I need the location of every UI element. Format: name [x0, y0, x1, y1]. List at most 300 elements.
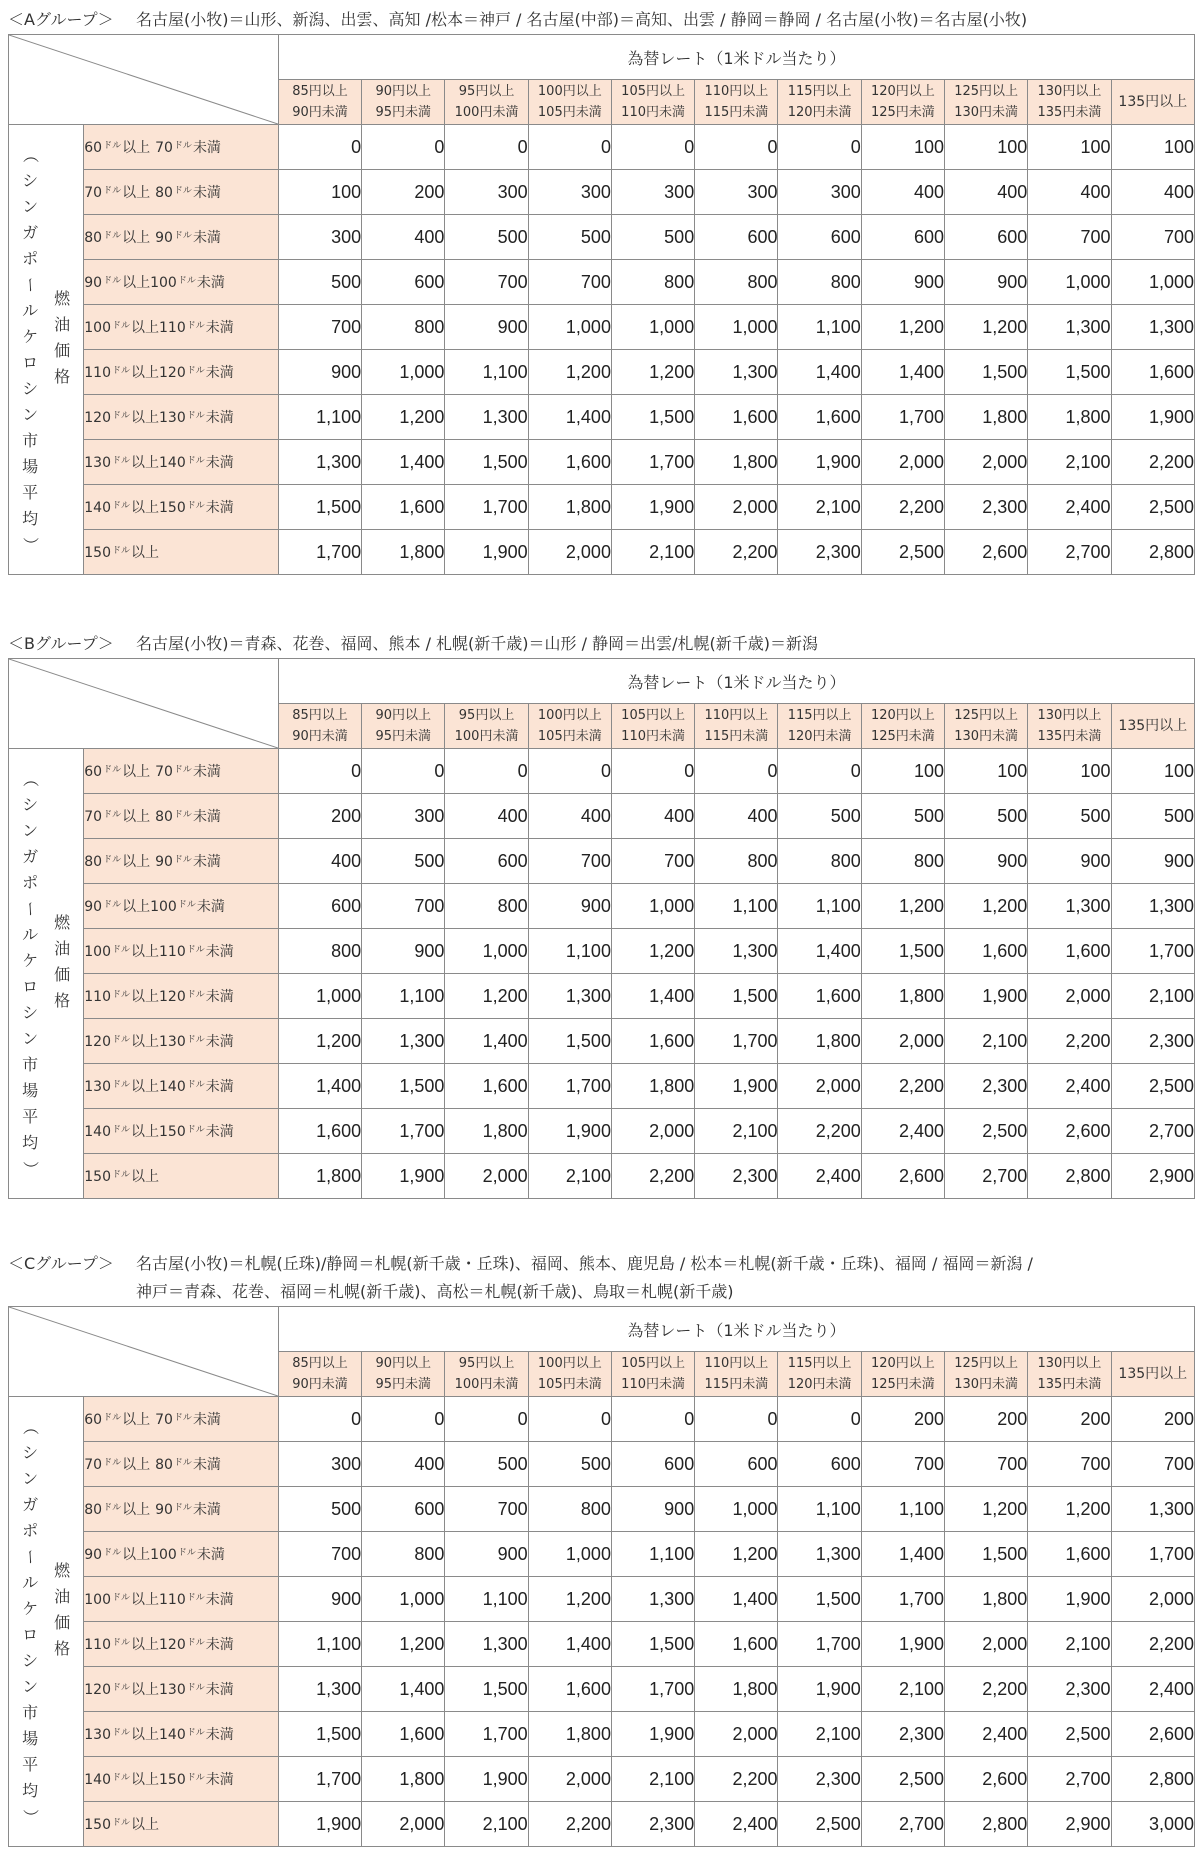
surcharge-value: 1,400	[445, 1019, 528, 1064]
dollar-unit: ドル	[186, 456, 205, 466]
surcharge-value: 0	[528, 749, 611, 794]
surcharge-value: 1,200	[861, 305, 944, 350]
surcharge-value: 1,200	[695, 1532, 778, 1577]
group-b-section	[8, 630, 1195, 1199]
surcharge-value: 100	[1111, 125, 1194, 170]
range-suffix: 未満	[192, 1502, 221, 1518]
dollar-unit: ドル	[186, 1683, 205, 1693]
rate-header-line: 115円以上	[787, 708, 852, 723]
surcharge-value: 1,800	[695, 440, 778, 485]
surcharge-value: 1,600	[611, 1019, 694, 1064]
surcharge-value: 2,100	[445, 1802, 528, 1847]
surcharge-value: 2,400	[1028, 1064, 1111, 1109]
vertical-label-outer	[21, 1414, 41, 1830]
surcharge-table	[8, 34, 1195, 575]
surcharge-value: 300	[611, 170, 694, 215]
rate-header-cell	[445, 1352, 528, 1397]
surcharge-value: 2,400	[1028, 485, 1111, 530]
surcharge-value: 600	[778, 215, 861, 260]
table-row	[9, 1397, 1195, 1442]
dollar-unit: ドル	[186, 990, 205, 1000]
dollar-unit: ドル	[103, 276, 122, 286]
surcharge-value: 0	[445, 125, 528, 170]
table-row	[9, 1757, 1195, 1802]
range-suffix: 未満	[192, 1412, 221, 1428]
rate-header-line: 105円以上	[621, 708, 685, 723]
surcharge-value: 1,200	[362, 1622, 445, 1667]
rate-header-cell	[945, 1352, 1028, 1397]
surcharge-value: 400	[695, 794, 778, 839]
surcharge-value: 1,600	[528, 440, 611, 485]
surcharge-value: 600	[611, 1442, 694, 1487]
fuel-price-side-label	[9, 1397, 84, 1847]
rate-header-line: 110円未満	[621, 729, 685, 744]
surcharge-value: 2,200	[695, 1757, 778, 1802]
vertical-char: 均	[22, 508, 39, 528]
rate-header-line: 95円未満	[375, 1377, 432, 1392]
rate-header-line: 95円以上	[458, 708, 515, 723]
table-row	[9, 1622, 1195, 1667]
rate-header-line: 100円未満	[454, 1377, 519, 1392]
range-low: 130	[84, 1727, 111, 1743]
surcharge-value: 1,800	[362, 530, 445, 575]
vertical-char: ガ	[22, 1494, 39, 1514]
table-row	[9, 1712, 1195, 1757]
rate-header-line: 85円以上	[292, 84, 348, 99]
fuel-price-range-label	[84, 1397, 279, 1442]
fuel-price-range-label	[84, 1109, 279, 1154]
surcharge-value: 600	[861, 215, 944, 260]
rate-header-cell	[611, 80, 694, 125]
surcharge-value: 1,800	[778, 1019, 861, 1064]
fuel-price-range-label	[84, 440, 279, 485]
surcharge-value: 1,100	[861, 1487, 944, 1532]
vertical-char: 市	[22, 1702, 39, 1722]
vertical-char: ポ	[22, 872, 39, 892]
surcharge-value: 2,700	[861, 1802, 944, 1847]
dollar-unit: ドル	[103, 855, 122, 865]
surcharge-value: 1,900	[1111, 395, 1194, 440]
surcharge-value: 1,800	[611, 1064, 694, 1109]
surcharge-value: 700	[1028, 215, 1111, 260]
vertical-char: シ	[22, 378, 39, 398]
surcharge-value: 1,200	[861, 884, 944, 929]
surcharge-value: 400	[278, 839, 361, 884]
rate-header-cell	[1028, 80, 1111, 125]
surcharge-value: 500	[945, 794, 1028, 839]
surcharge-value: 1,300	[1111, 1487, 1194, 1532]
vertical-char: 油	[54, 314, 71, 334]
surcharge-value: 2,500	[861, 530, 944, 575]
rate-header-cell	[362, 1352, 445, 1397]
diagonal-line	[9, 1307, 278, 1396]
fuel-price-range-label	[84, 530, 279, 575]
range-suffix: 未満	[205, 989, 234, 1005]
rate-header-line: 120円未満	[787, 1377, 852, 1392]
surcharge-value: 2,200	[1111, 1622, 1194, 1667]
vertical-char: ン	[22, 404, 39, 424]
range-suffix: 未満	[196, 275, 225, 291]
surcharge-value: 900	[1028, 839, 1111, 884]
group-heading	[8, 6, 1195, 34]
surcharge-value: 2,200	[1111, 440, 1194, 485]
surcharge-value: 1,600	[1028, 929, 1111, 974]
table-row	[9, 125, 1195, 170]
rate-header-line: 100円未満	[454, 729, 519, 744]
rate-header-line: 115円未満	[704, 105, 769, 120]
vertical-char: ン	[22, 196, 39, 216]
surcharge-value: 500	[445, 1442, 528, 1487]
vertical-char: （	[21, 770, 41, 787]
vertical-char: ー	[21, 276, 41, 293]
group-tag: ＜Cグループ＞	[8, 1254, 114, 1273]
fuel-price-range-label	[84, 794, 279, 839]
group-description: 名古屋(小牧)＝山形、新潟、出雲、高知 /松本＝神戸 / 名古屋(中部)＝高知、出雲 / 静岡＝静岡 / 名古屋(小牧)＝名古屋(小牧)	[136, 10, 1028, 29]
dollar-unit: ドル	[186, 1035, 205, 1045]
vertical-char: 燃	[54, 1560, 71, 1580]
range-text: 以上	[131, 545, 159, 561]
surcharge-value: 1,300	[445, 395, 528, 440]
surcharge-value: 200	[278, 794, 361, 839]
range-suffix: 未満	[205, 365, 234, 381]
range-suffix: 未満	[205, 944, 234, 960]
surcharge-value: 100	[1028, 125, 1111, 170]
rate-header-cell	[528, 704, 611, 749]
rate-header-line: 90円以上	[375, 84, 432, 99]
surcharge-value: 1,800	[1028, 395, 1111, 440]
surcharge-value: 900	[945, 839, 1028, 884]
dollar-unit: ドル	[111, 366, 130, 376]
dollar-unit: ドル	[103, 1413, 122, 1423]
surcharge-value: 500	[1111, 794, 1194, 839]
range-suffix: 未満	[192, 1457, 221, 1473]
surcharge-value: 2,300	[611, 1802, 694, 1847]
range-suffix: 未満	[205, 1682, 234, 1698]
surcharge-value: 0	[445, 749, 528, 794]
surcharge-value: 2,200	[1028, 1019, 1111, 1064]
surcharge-value: 400	[1028, 170, 1111, 215]
rate-header-line: 90円以上	[375, 1356, 432, 1371]
rate-header-cell	[278, 80, 361, 125]
vertical-char: ー	[21, 900, 41, 917]
surcharge-value: 1,500	[611, 395, 694, 440]
surcharge-value: 1,500	[945, 1532, 1028, 1577]
rate-header-cell	[861, 704, 944, 749]
surcharge-value: 500	[611, 215, 694, 260]
surcharge-value: 1,100	[445, 1577, 528, 1622]
table-row	[9, 350, 1195, 395]
fuel-price-range-label	[84, 305, 279, 350]
surcharge-value: 1,700	[695, 1019, 778, 1064]
surcharge-value: 300	[445, 170, 528, 215]
range-text: 以上150	[131, 500, 186, 516]
dollar-unit: ドル	[111, 1773, 130, 1783]
surcharge-value: 500	[861, 794, 944, 839]
rate-header-line: 90円未満	[292, 105, 348, 120]
surcharge-value: 2,000	[945, 1622, 1028, 1667]
surcharge-value: 500	[528, 215, 611, 260]
surcharge-value: 0	[278, 1397, 361, 1442]
surcharge-value: 1,900	[611, 485, 694, 530]
rate-header-line: 100円未満	[454, 105, 519, 120]
vertical-char: 油	[54, 1586, 71, 1606]
surcharge-value: 2,400	[861, 1109, 944, 1154]
surcharge-value: 200	[362, 170, 445, 215]
surcharge-value: 2,000	[1111, 1577, 1194, 1622]
surcharge-value: 1,900	[695, 1064, 778, 1109]
dollar-unit: ドル	[186, 1593, 205, 1603]
surcharge-value: 700	[445, 260, 528, 305]
fuel-price-range-label	[84, 1577, 279, 1622]
surcharge-value: 700	[278, 305, 361, 350]
vertical-char: 市	[22, 1054, 39, 1074]
range-low: 130	[84, 455, 111, 471]
surcharge-value: 100	[861, 125, 944, 170]
rate-header-cell	[445, 704, 528, 749]
dollar-unit: ドル	[173, 1458, 192, 1468]
surcharge-value: 1,000	[611, 305, 694, 350]
rate-header-line: 85円以上	[292, 1356, 348, 1371]
rate-header-line: 105円未満	[537, 105, 602, 120]
surcharge-value: 800	[695, 839, 778, 884]
fuel-price-range-label	[84, 1487, 279, 1532]
fuel-price-range-label	[84, 1802, 279, 1847]
surcharge-value: 500	[1028, 794, 1111, 839]
surcharge-value: 400	[445, 794, 528, 839]
rate-header-line: 135円以上	[1118, 1365, 1188, 1382]
surcharge-value: 1,600	[528, 1667, 611, 1712]
range-low: 110	[84, 989, 111, 1005]
surcharge-value: 2,900	[1111, 1154, 1194, 1199]
surcharge-value: 1,200	[945, 305, 1028, 350]
vertical-char: 均	[22, 1132, 39, 1152]
surcharge-value: 2,100	[1028, 1622, 1111, 1667]
rate-header-line: 95円以上	[458, 84, 515, 99]
surcharge-value: 2,500	[1111, 1064, 1194, 1109]
range-suffix: 未満	[205, 1034, 234, 1050]
fuel-price-range-label	[84, 350, 279, 395]
fuel-price-range-label	[84, 485, 279, 530]
surcharge-value: 0	[778, 1397, 861, 1442]
surcharge-value: 1,600	[695, 395, 778, 440]
fuel-price-range-label	[84, 1154, 279, 1199]
surcharge-value: 1,300	[695, 929, 778, 974]
rate-header-line: 135円以上	[1118, 93, 1188, 110]
vertical-label-inner	[54, 286, 70, 390]
surcharge-value: 2,000	[945, 440, 1028, 485]
surcharge-value: 1,100	[695, 884, 778, 929]
surcharge-value: 600	[695, 215, 778, 260]
table-row	[9, 1109, 1195, 1154]
dollar-unit: ドル	[173, 141, 192, 151]
range-low: 120	[84, 1682, 111, 1698]
surcharge-value: 1,500	[695, 974, 778, 1019]
group-a-section	[8, 6, 1195, 575]
surcharge-value: 700	[1111, 1442, 1194, 1487]
surcharge-value: 2,200	[528, 1802, 611, 1847]
range-text: 以上120	[131, 989, 186, 1005]
surcharge-value: 1,500	[528, 1019, 611, 1064]
fuel-price-range-label	[84, 125, 279, 170]
surcharge-value: 800	[778, 260, 861, 305]
surcharge-value: 1,900	[528, 1109, 611, 1154]
vertical-char: （	[21, 1418, 41, 1435]
surcharge-value: 1,600	[778, 395, 861, 440]
surcharge-value: 1,300	[778, 1532, 861, 1577]
range-high: 70	[155, 764, 173, 780]
surcharge-value: 2,500	[1111, 485, 1194, 530]
surcharge-value: 600	[945, 215, 1028, 260]
surcharge-value: 2,500	[1028, 1712, 1111, 1757]
surcharge-value: 300	[695, 170, 778, 215]
range-suffix: 未満	[196, 1547, 225, 1563]
surcharge-value: 2,700	[1028, 530, 1111, 575]
rate-header-line: 90円以上	[375, 708, 432, 723]
surcharge-value: 1,300	[1028, 884, 1111, 929]
rate-header-line: 115円以上	[787, 84, 852, 99]
diagonal-line	[9, 659, 278, 748]
surcharge-value: 900	[861, 260, 944, 305]
vertical-char: 場	[22, 456, 39, 476]
rate-header-cell	[1028, 704, 1111, 749]
surcharge-value: 100	[945, 749, 1028, 794]
surcharge-value: 2,600	[1028, 1109, 1111, 1154]
rate-header-cell	[861, 80, 944, 125]
range-text: 以上120	[131, 1637, 186, 1653]
surcharge-value: 2,400	[1111, 1667, 1194, 1712]
surcharge-value: 2,000	[861, 1019, 944, 1064]
range-text: 以上130	[131, 1682, 186, 1698]
table-row	[9, 1064, 1195, 1109]
fx-rate-title: 為替レート（1米ドル当たり）	[278, 659, 1194, 704]
surcharge-value: 1,100	[778, 1487, 861, 1532]
table-row	[9, 1802, 1195, 1847]
table-row	[9, 485, 1195, 530]
vertical-char: シ	[22, 1442, 39, 1462]
surcharge-value: 800	[611, 260, 694, 305]
table-row	[9, 884, 1195, 929]
dollar-unit: ドル	[111, 501, 130, 511]
dollar-unit: ドル	[186, 366, 205, 376]
surcharge-value: 500	[362, 839, 445, 884]
surcharge-value: 700	[1111, 215, 1194, 260]
rate-header-line: 130円未満	[954, 105, 1019, 120]
rate-header-line: 90円未満	[292, 729, 348, 744]
range-low: 90	[84, 275, 103, 291]
table-row	[9, 794, 1195, 839]
rate-header-cell	[695, 704, 778, 749]
surcharge-value: 900	[278, 350, 361, 395]
surcharge-value: 2,300	[1111, 1019, 1194, 1064]
surcharge-value: 2,300	[778, 1757, 861, 1802]
surcharge-value: 1,700	[445, 485, 528, 530]
rate-header-line: 85円以上	[292, 708, 348, 723]
range-high: 80	[155, 1457, 173, 1473]
surcharge-value: 0	[778, 749, 861, 794]
surcharge-value: 2,000	[1028, 974, 1111, 1019]
rate-header-line: 115円未満	[704, 1377, 769, 1392]
surcharge-value: 1,600	[445, 1064, 528, 1109]
fuel-price-range-label	[84, 929, 279, 974]
vertical-char: シ	[22, 794, 39, 814]
dollar-unit: ドル	[103, 141, 122, 151]
vertical-char: 油	[54, 938, 71, 958]
surcharge-value: 1,100	[362, 974, 445, 1019]
rate-header-line: 100円以上	[537, 708, 602, 723]
surcharge-value: 1,200	[278, 1019, 361, 1064]
table-row	[9, 1442, 1195, 1487]
rate-header-cell	[1111, 80, 1194, 125]
surcharge-value: 700	[1028, 1442, 1111, 1487]
surcharge-value: 900	[528, 884, 611, 929]
surcharge-value: 900	[278, 1577, 361, 1622]
dollar-unit: ドル	[173, 810, 192, 820]
range-low: 60	[84, 140, 103, 156]
table-row	[9, 929, 1195, 974]
surcharge-value: 1,500	[278, 485, 361, 530]
group-description-line2: 神戸＝青森、花巻、福岡＝札幌(新千歳)、高松＝札幌(新千歳)、鳥取＝札幌(新千歳)	[136, 1282, 734, 1301]
dollar-unit: ドル	[103, 1458, 122, 1468]
surcharge-value: 900	[1111, 839, 1194, 884]
vertical-char: 格	[54, 366, 71, 386]
table-row	[9, 749, 1195, 794]
rate-header-cell	[695, 1352, 778, 1397]
surcharge-value: 1,400	[861, 350, 944, 395]
vertical-label-outer	[21, 142, 41, 558]
rate-header-cell	[1111, 1352, 1194, 1397]
table-row	[9, 1667, 1195, 1712]
rate-header-line: 120円以上	[870, 708, 935, 723]
surcharge-value: 2,500	[945, 1109, 1028, 1154]
table-row	[9, 440, 1195, 485]
range-text: 以上	[131, 1169, 159, 1185]
vertical-char: シ	[22, 1650, 39, 1670]
rate-header-line: 120円未満	[787, 729, 852, 744]
surcharge-value: 200	[1111, 1397, 1194, 1442]
vertical-char: ロ	[22, 976, 39, 996]
range-suffix: 未満	[205, 1637, 234, 1653]
vertical-char: ポ	[22, 1520, 39, 1540]
surcharge-value: 800	[528, 1487, 611, 1532]
range-text: 以上	[122, 809, 151, 825]
range-low: 140	[84, 500, 111, 516]
dollar-unit: ドル	[186, 501, 205, 511]
vertical-char: ロ	[22, 352, 39, 372]
rate-header-line: 105円未満	[537, 729, 602, 744]
vertical-char: ガ	[22, 846, 39, 866]
surcharge-value: 2,000	[778, 1064, 861, 1109]
fuel-price-range-label	[84, 749, 279, 794]
rate-header-cell	[611, 704, 694, 749]
surcharge-value: 1,000	[695, 305, 778, 350]
range-low: 70	[84, 185, 103, 201]
fuel-price-range-label	[84, 1019, 279, 1064]
range-low: 110	[84, 365, 111, 381]
surcharge-value: 800	[362, 305, 445, 350]
surcharge-value: 2,600	[945, 530, 1028, 575]
rate-header-line: 105円未満	[537, 1377, 602, 1392]
surcharge-value: 2,100	[611, 530, 694, 575]
range-low: 120	[84, 1034, 111, 1050]
surcharge-value: 1,300	[445, 1622, 528, 1667]
vertical-char: 燃	[54, 912, 71, 932]
dollar-unit: ドル	[173, 231, 192, 241]
range-suffix: 未満	[192, 854, 221, 870]
rate-header-line: 110円以上	[704, 1356, 769, 1371]
surcharge-value: 1,500	[778, 1577, 861, 1622]
surcharge-value: 700	[362, 884, 445, 929]
surcharge-value: 1,800	[362, 1757, 445, 1802]
